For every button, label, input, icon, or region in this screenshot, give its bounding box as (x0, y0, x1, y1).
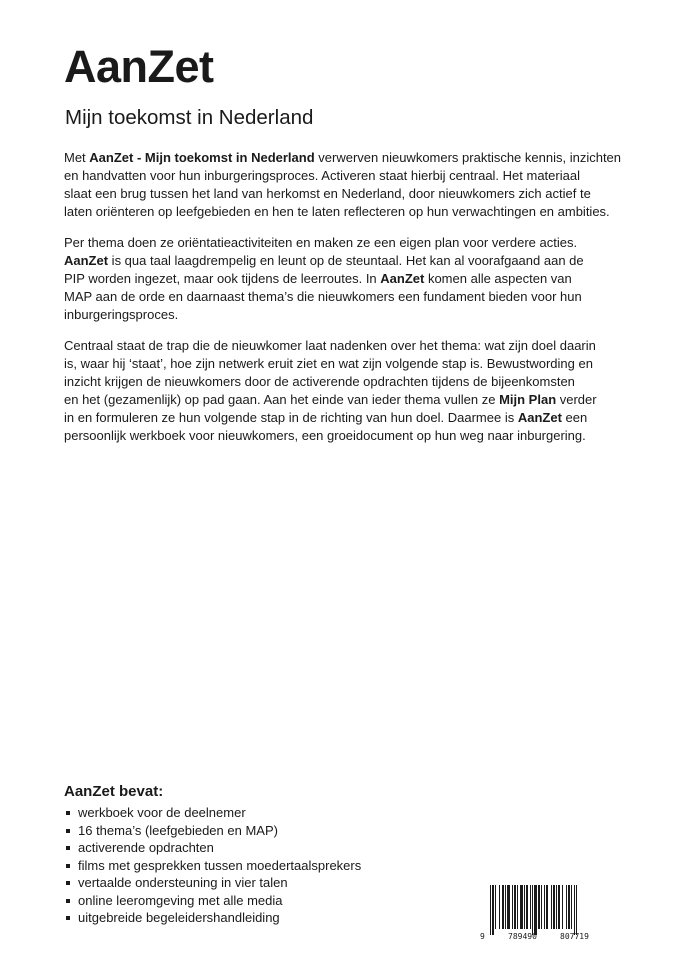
barcode-bars (490, 885, 577, 935)
barcode-bar (558, 885, 560, 929)
barcode-bar (551, 885, 552, 929)
book-subtitle: Mijn toekomst in Nederland (65, 106, 314, 129)
barcode-bar (576, 885, 577, 935)
emphasis: AanZet (64, 253, 109, 268)
contents-heading: AanZet bevat: (64, 783, 164, 800)
barcode-bar (526, 885, 528, 929)
list-item: werkboek voor de deelnemer (64, 804, 464, 822)
barcode-bar (517, 885, 518, 929)
list-item: online leeromgeving met alle media (64, 892, 464, 910)
barcode-bar (524, 885, 525, 929)
emphasis: AanZet (380, 271, 425, 286)
barcode-bar (507, 885, 510, 929)
contents-section (64, 783, 464, 927)
list-item: activerende opdrachten (64, 839, 464, 857)
barcode-digit-prefix: 9 (480, 932, 485, 941)
barcode-bar (502, 885, 504, 929)
description-paragraph-2: Per thema doen ze oriëntatieactiviteiten en maken ze een eigen plan voor verdere acties. AanZet is qua taal laagdrempelig en leunt op de steuntaal. Het kan al voorafgaand aan de PIP worden ingezet, maar ook tijdens de leerroutes. In AanZet komen alle aspecten van MAP aan de orde en daarnaast thema’s die nieuwkomers een fundament bieden voor hun inburgeringsproces. (64, 235, 584, 322)
barcode-bar (492, 885, 494, 935)
barcode-bar (544, 885, 545, 929)
barcode-bar (495, 885, 496, 929)
contents-list (64, 804, 464, 927)
barcode-bar (530, 885, 531, 929)
barcode-digit-group-1: 789490 (508, 932, 537, 941)
description-paragraph-1: Met AanZet - Mijn toekomst in Nederland verwerven nieuwkomers praktische kennis, inzichten en handvatten voor hun inburgeringsproces. Activeren staat hierbij centraal. Het materiaal slaat een brug tussen het land van herkomst en Nederland, door nieuwkomers zich actief te laten oriënteren op leefgebieden en hen te laten reflecteren op hun verwachtingen en ambities. (64, 150, 622, 219)
book-title: AanZet (64, 41, 214, 92)
barcode-bar (512, 885, 513, 929)
barcode-bar (499, 885, 500, 929)
barcode-bar (532, 885, 533, 935)
emphasis: AanZet (517, 410, 562, 425)
barcode-bar (553, 885, 555, 929)
barcode-bar (556, 885, 557, 929)
barcode-bar (562, 885, 563, 929)
barcode-bar (538, 885, 540, 929)
barcode-bar (574, 885, 575, 935)
emphasis: AanZet - Mijn toekomst in Nederland (89, 150, 315, 165)
barcode-bar (505, 885, 506, 929)
barcode-bar (568, 885, 570, 929)
isbn-barcode (478, 883, 618, 941)
barcode-bar (514, 885, 516, 929)
list-item: films met gesprekken tussen moedertaalsprekers (64, 857, 464, 875)
barcode-bar (566, 885, 567, 929)
list-item: vertaalde ondersteuning in vier talen (64, 874, 464, 892)
barcode-bar (490, 885, 491, 935)
barcode-bar (571, 885, 572, 929)
barcode-bar (546, 885, 548, 929)
barcode-bar (541, 885, 542, 929)
barcode-bar (520, 885, 523, 929)
barcode-digit-group-2: 807719 (560, 932, 589, 941)
barcode-bar (534, 885, 537, 935)
list-item: 16 thema’s (leefgebieden en MAP) (64, 822, 464, 840)
description-paragraph-3: Centraal staat de trap die de nieuwkomer laat nadenken over het thema: wat zijn doel daarin is, waar hij ‘staat’, hoe zijn netwerk eruit ziet en wat zijn volgende stap is. Bewustwording en inzicht krijgen de nieuwkomers door de activerende opdrachten tijdens de bijeenkomsten en het (gezamenlijk) op pad gaan. Aan het einde van ieder thema vullen ze Mijn Plan verder in en formuleren ze hun volgende stap in de richting van hun doel. Daarmee is AanZet een persoonlijk werkboek voor nieuwkomers, een groeidocument op hun weg naar inburgering. (64, 338, 597, 443)
list-item: uitgebreide begeleidershandleiding (64, 909, 464, 927)
emphasis: Mijn Plan (499, 392, 557, 407)
